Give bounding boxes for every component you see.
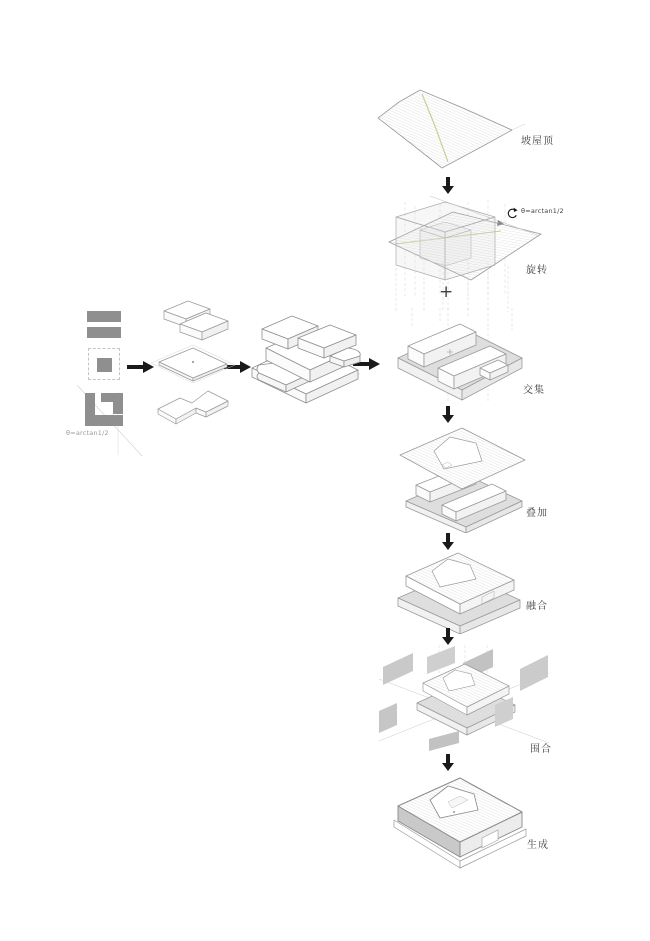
step-overlay-diagram [392, 423, 532, 533]
step-rotate-label: 旋转 [526, 265, 548, 276]
glyph-square-frame [88, 348, 120, 380]
rotation-note-text: θ=arctan1/2 [521, 207, 564, 215]
glyph-parallel-bars [87, 311, 121, 338]
step-intersect-diagram [392, 308, 527, 408]
glyph-square [97, 358, 112, 372]
volume-flat-slab [147, 341, 239, 385]
volume-parallel-bars [154, 297, 234, 343]
arrow-down-2-icon [441, 406, 455, 424]
glyph-interlocking-l [85, 390, 123, 426]
step-intersect-label: 交集 [523, 385, 545, 396]
plus-operator: + [439, 282, 454, 302]
step-merge-diagram [392, 546, 527, 634]
step-enclose-label: 围合 [530, 744, 552, 755]
bar-top [87, 311, 121, 322]
step-enclose-diagram [377, 643, 552, 758]
step-roof-label: 坡屋顶 [521, 136, 554, 147]
step-merge-label: 融合 [526, 601, 548, 612]
rotation-annotation [505, 207, 564, 220]
rotate-icon [505, 207, 518, 220]
step-overlay-label: 叠加 [526, 508, 548, 519]
volume-l-slab [152, 382, 234, 426]
bar-bottom [87, 327, 121, 338]
step-roof-diagram [363, 84, 528, 184]
stacked-composition [246, 312, 371, 407]
step-generate-label: 生成 [527, 840, 549, 851]
step-generate-diagram [390, 772, 530, 872]
left-angle-note: θ=arctan1/2 [66, 429, 109, 437]
arrow-down-5-icon [441, 754, 455, 772]
